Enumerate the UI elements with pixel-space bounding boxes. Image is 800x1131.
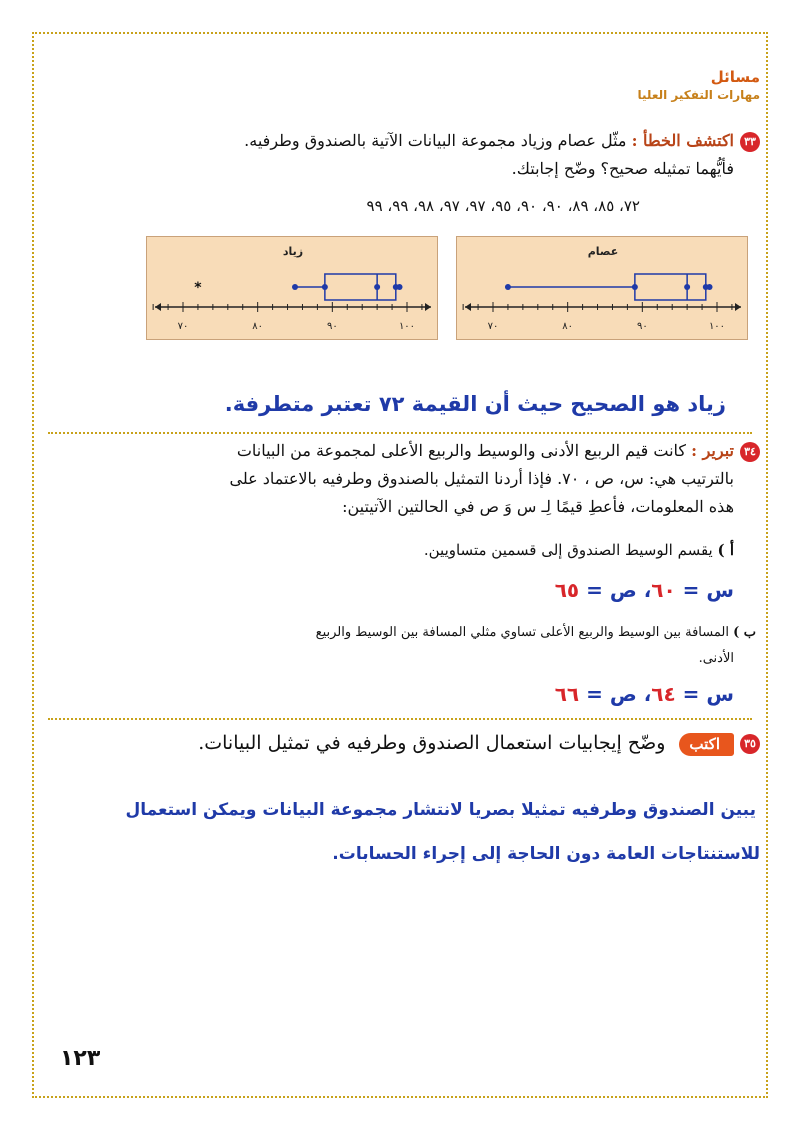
- q34-part-b-label: ب ): [733, 625, 756, 640]
- q34-part-b-line1: [316, 624, 756, 642]
- q34-part-b-text: المسافة بين الوسيط والربيع الأعلى تساوي مثلي المسافة بين الوسيط والربيع: [315, 625, 734, 640]
- q35-text: وضّح إيجابيات استعمال الصندوق وطرفيه في تمثيل البيانات.: [198, 732, 672, 754]
- q33-line1: [244, 130, 760, 152]
- q33-data-line: ٧٢، ٨٥، ٨٩، ٩٠، ٩٠، ٩٥، ٩٧، ٩٧، ٩٨، ٩٩، ٩٩: [366, 197, 640, 215]
- outlier-mark: *: [194, 280, 202, 296]
- divider-1: [48, 432, 752, 434]
- summary-point: [707, 284, 713, 290]
- q35-answer-line2: للاستنتاجات العامة دون الحاجة إلى إجراء الحسابات.: [332, 844, 760, 864]
- answer-a-x-var: س =: [675, 578, 734, 602]
- q33-line2: فأيُّهما تمثيله صحيح؟ وضّح إجابتك.: [511, 159, 734, 178]
- q34-line2: بالترتيب هي: س، ص ، ٧٠. فإذا أردنا التمثيل بالصندوق وطرفيه بالاعتماد على: [229, 469, 734, 488]
- axis-arrow-left: [155, 303, 161, 311]
- tick-label: ١٠٠: [708, 321, 726, 332]
- tick-label: ٨٠: [252, 321, 264, 332]
- plot-essam: [456, 236, 748, 340]
- axis-arrow-right: [735, 303, 741, 311]
- page-number: ١٢٣: [60, 1046, 101, 1071]
- q34-part-a-text: يقسم الوسيط الصندوق إلى قسمين متساويين.: [423, 541, 718, 559]
- answer-a-y-value: ٦٥: [554, 578, 580, 602]
- tick-label: ٩٠: [636, 321, 648, 332]
- write-tag: اكتب: [679, 733, 734, 756]
- summary-point: [505, 284, 511, 290]
- box: [325, 274, 396, 300]
- q34-answer-b: [555, 682, 734, 706]
- page-frame: [32, 32, 768, 1098]
- section-title: مسائل: [710, 68, 760, 86]
- summary-point: [322, 284, 328, 290]
- plot-title: عصام: [587, 245, 619, 258]
- summary-point: [632, 284, 638, 290]
- summary-point: [292, 284, 298, 290]
- q34-part-b-line2: الأدنى.: [698, 651, 734, 666]
- answer-a-y-var: ، ص =: [579, 578, 652, 602]
- divider-2: [48, 718, 752, 720]
- q33-answer: زياد هو الصحيح حيث أن القيمة ٧٢ تعتبر متطرفة.: [224, 392, 726, 416]
- axis-arrow-right: [425, 303, 431, 311]
- q34-part-a: [424, 540, 734, 561]
- q34-line1: [237, 440, 760, 462]
- q35-number-badge: ٣٥: [740, 734, 760, 754]
- q34-number-badge: ٣٤: [740, 442, 760, 462]
- answer-a-x-value: ٦٠: [651, 578, 676, 602]
- tick-label: ٩٠: [326, 321, 338, 332]
- q34-label: تبرير :: [691, 441, 734, 460]
- answer-b-x-value: ٦٤: [651, 682, 676, 706]
- summary-point: [374, 284, 380, 290]
- tick-label: ٧٠: [177, 321, 189, 332]
- plot-essam-svg: [457, 237, 749, 341]
- plot-ziad-svg: [147, 237, 439, 341]
- tick-label: ١٠٠: [398, 321, 416, 332]
- q34-answer-a: [555, 578, 734, 602]
- plot-title: زياد: [282, 245, 304, 258]
- summary-point: [684, 284, 690, 290]
- box: [635, 274, 706, 300]
- q35-line: [198, 730, 760, 757]
- section-subtitle: مهارات التفكير العليا: [637, 88, 760, 102]
- tick-label: ٧٠: [487, 321, 499, 332]
- q33-label: اكتشف الخطأ :: [631, 131, 734, 150]
- q34-line3: هذه المعلومات، فأعطِ قيمًا لِـ س وَ ص في الحالتين الآتيتين:: [342, 497, 734, 516]
- axis-arrow-left: [465, 303, 471, 311]
- q34-part-a-label: أ ): [717, 541, 734, 559]
- q34-text1: كانت قيم الربيع الأدنى والوسيط والربيع الأعلى لمجموعة من البيانات: [236, 441, 692, 460]
- q33-number-badge: ٣٣: [740, 132, 760, 152]
- answer-b-y-var: ، ص =: [579, 682, 652, 706]
- tick-label: ٨٠: [562, 321, 574, 332]
- q33-text1: مثّل عصام وزياد مجموعة البيانات الآتية بالصندوق وطرفيه.: [244, 131, 632, 150]
- summary-point: [397, 284, 403, 290]
- q35-answer-line1: يبين الصندوق وطرفيه تمثيلا بصريا لانتشار مجموعة البيانات ويمكن استعمال: [125, 800, 756, 820]
- answer-b-x-var: س =: [675, 682, 734, 706]
- answer-b-y-value: ٦٦: [554, 682, 580, 706]
- plot-ziad: [146, 236, 438, 340]
